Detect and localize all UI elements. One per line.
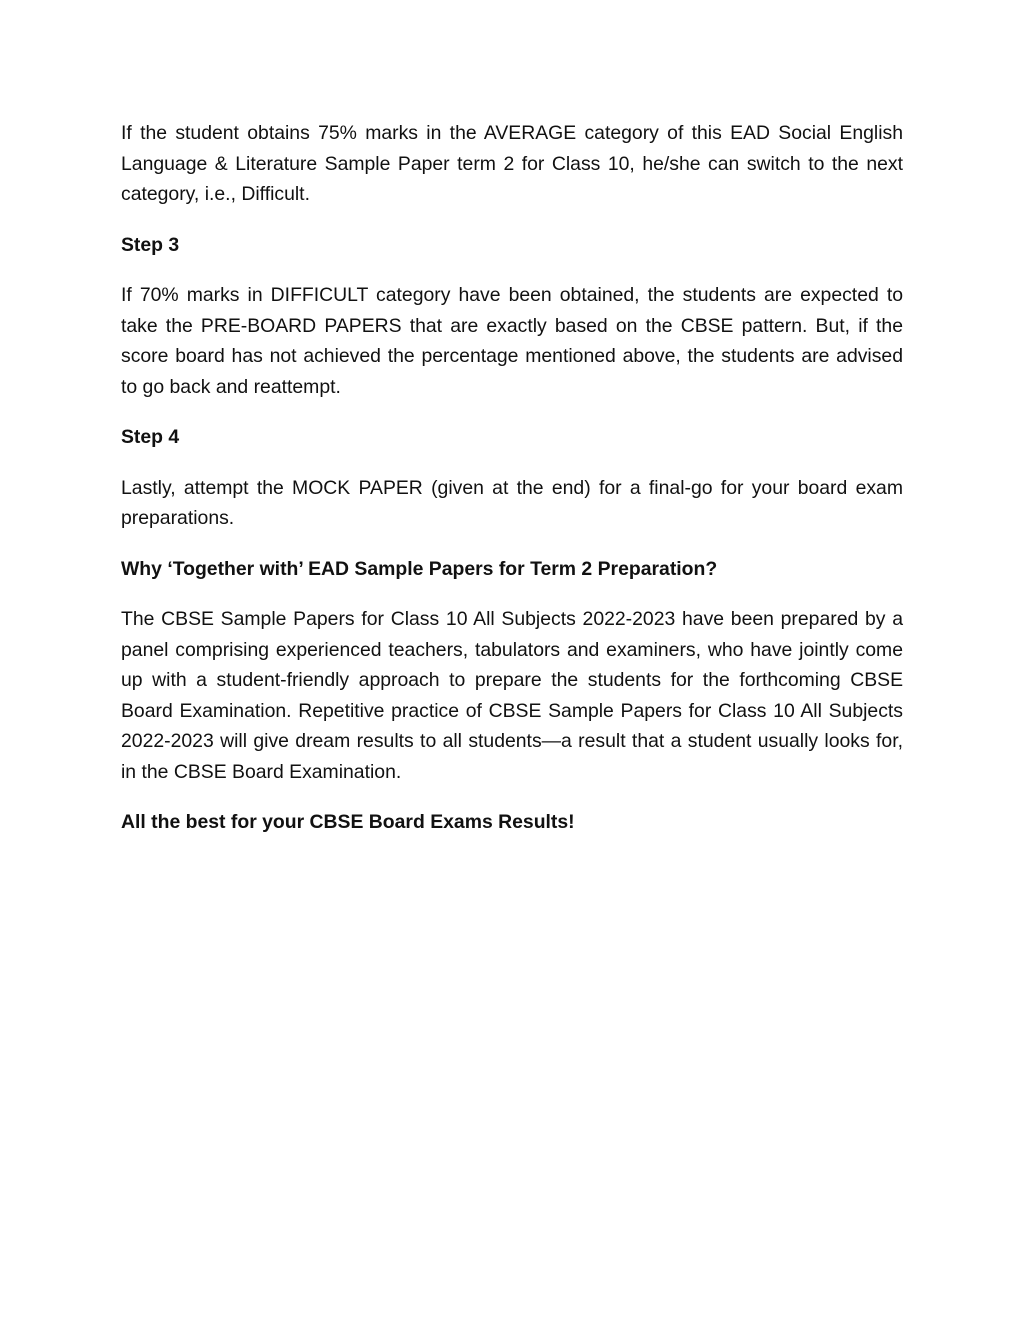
paragraph-mock-paper: Lastly, attempt the MOCK PAPER (given at the end) for a final-go for your board exam preparations.: [121, 476, 903, 529]
paragraph-cbse-sample-papers: The CBSE Sample Papers for Class 10 All Subjects 2022-2023 have been prepared by a panel comprising experienced teachers, tabulators and examiners, who have jointly come up with a student-friendly approach to prepare the students for the forthcoming CBSE Board Examination. Repetitive practice of CBSE Sample Papers for Class 10 All Subjects 2022-2023 will give dream results to all students—a result that a student usually looks for, in the CBSE Board Examination.: [121, 608, 903, 783]
heading-why-together-with: Why ‘Together with’ EAD Sample Papers for Term 2 Preparation?: [121, 557, 718, 580]
paragraph-average-category: If the student obtains 75% marks in the AVERAGE category of this EAD Social English Language & Literature Sample Paper term 2 for Class 10, he/she can switch to the next category, i.e., Difficult.: [121, 122, 903, 205]
heading-step-4: Step 4: [121, 426, 180, 448]
heading-all-the-best: All the best for your CBSE Board Exams Results!: [121, 811, 575, 833]
paragraph-difficult-category: If 70% marks in DIFFICULT category have been obtained, the students are expected to take the PRE-BOARD PAPERS that are exactly based on the CBSE pattern. But, if the score board has not achieved the percentage mentioned above, the students are advised to go back and reattempt.: [121, 284, 903, 398]
heading-step-3: Step 3: [121, 233, 180, 256]
document-page: [121, 118, 903, 858]
